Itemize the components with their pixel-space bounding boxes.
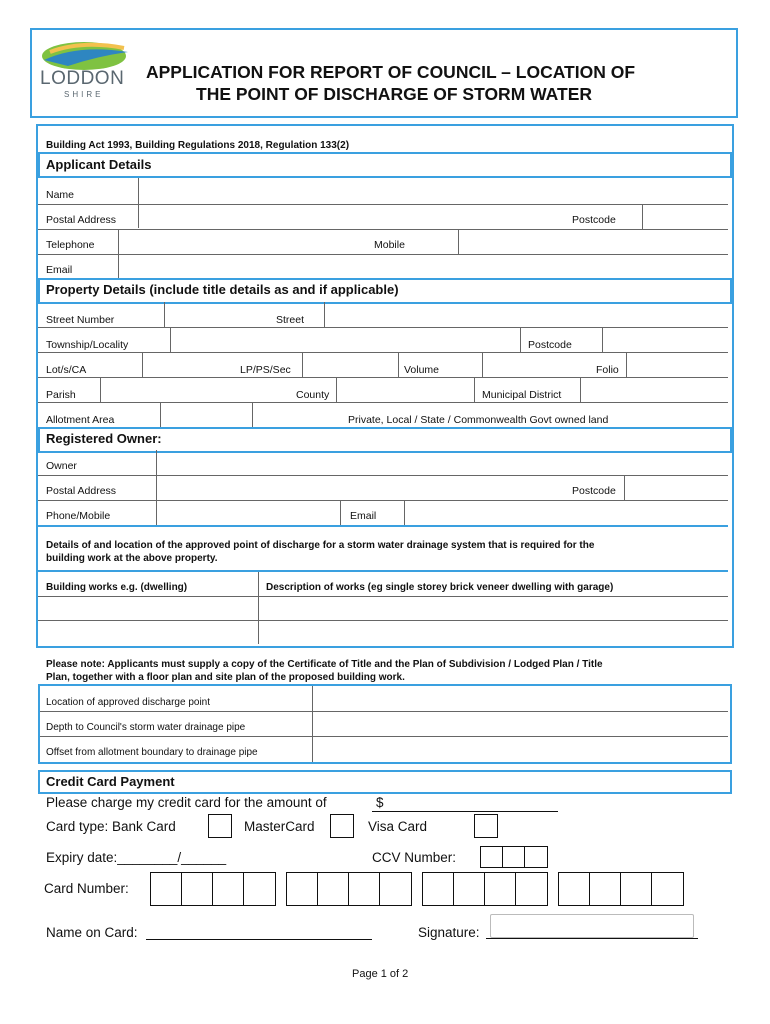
property-postcode-field[interactable] bbox=[604, 328, 728, 352]
description-row2[interactable] bbox=[260, 621, 728, 643]
offset-field[interactable] bbox=[314, 737, 728, 761]
land-ownership-label: Private, Local / State / Commonwealth Govt owned land bbox=[348, 414, 609, 426]
owner-field[interactable] bbox=[158, 451, 728, 475]
postcode-label: Postcode bbox=[572, 214, 616, 226]
credit-card-title: Credit Card Payment bbox=[46, 774, 175, 789]
mobile-field[interactable] bbox=[460, 230, 728, 254]
lots-label: Lot/s/CA bbox=[46, 364, 87, 376]
folio-field[interactable] bbox=[628, 353, 728, 377]
township-field[interactable] bbox=[172, 328, 518, 352]
dollar-sign: $ bbox=[376, 795, 384, 810]
postal-address-label: Postal Address bbox=[46, 214, 117, 226]
owner-postal-label: Postal Address bbox=[46, 485, 117, 497]
street-number-field[interactable] bbox=[166, 303, 266, 327]
allotment-field[interactable] bbox=[162, 403, 250, 427]
postcode-field[interactable] bbox=[644, 205, 728, 229]
description-row1[interactable] bbox=[260, 597, 728, 619]
expiry-label: Expiry date:________/______ bbox=[46, 850, 227, 865]
description-works-header: Description of works (eg single storey brick veneer dwelling with garage) bbox=[266, 582, 614, 593]
building-works-row1[interactable] bbox=[40, 597, 256, 619]
depth-field[interactable] bbox=[314, 712, 728, 736]
owner-email-label: Email bbox=[350, 510, 377, 522]
lpps-field[interactable] bbox=[304, 353, 398, 377]
volume-label: Volume bbox=[404, 364, 440, 376]
name-field[interactable] bbox=[140, 178, 728, 202]
mastercard-checkbox[interactable] bbox=[330, 814, 354, 838]
owner-label: Owner bbox=[46, 460, 77, 472]
lots-field[interactable] bbox=[144, 353, 234, 377]
street-number-label: Street Number bbox=[46, 314, 115, 326]
county-field[interactable] bbox=[338, 378, 472, 402]
lpps-label: LP/PS/Sec bbox=[240, 364, 291, 376]
card-type-label: Card type: Bank Card bbox=[46, 819, 176, 834]
act-reference: Building Act 1993, Building Regulations 2018, Regulation 133(2) bbox=[46, 140, 350, 151]
owner-email-field[interactable] bbox=[406, 501, 728, 525]
street-field[interactable] bbox=[326, 303, 728, 327]
telephone-field[interactable] bbox=[120, 230, 360, 254]
parish-field[interactable] bbox=[102, 378, 292, 402]
ccv-field[interactable] bbox=[480, 846, 548, 868]
name-on-card-field[interactable] bbox=[146, 939, 372, 940]
signature-field[interactable] bbox=[490, 914, 694, 938]
owner-phone-field[interactable] bbox=[158, 501, 338, 525]
property-details-title: Property Details (include title details as and if applicable) bbox=[46, 282, 399, 297]
registered-owner-title: Registered Owner: bbox=[46, 431, 162, 446]
charge-label: Please charge my credit card for the amount of bbox=[46, 795, 327, 810]
amount-field[interactable] bbox=[372, 811, 558, 812]
note-line1: Please note: Applicants must supply a copy of the Certificate of Title and the Plan of Subdivision / Lodged Plan / Title bbox=[46, 659, 603, 670]
card-number-group4[interactable] bbox=[558, 872, 684, 906]
logo-subtext: SHIRE bbox=[64, 90, 104, 99]
details-text-line1: Details of and location of the approved point of discharge for a storm water drainage system that is required for the bbox=[46, 540, 595, 551]
page-title-line1: APPLICATION FOR REPORT OF COUNCIL – LOCATION OF bbox=[146, 62, 636, 82]
card-number-label: Card Number: bbox=[44, 881, 129, 896]
card-number-group2[interactable] bbox=[286, 872, 412, 906]
email-field[interactable] bbox=[120, 255, 728, 279]
ccv-label: CCV Number: bbox=[372, 850, 457, 865]
visa-checkbox[interactable] bbox=[474, 814, 498, 838]
bank-card-checkbox[interactable] bbox=[208, 814, 232, 838]
visa-label: Visa Card bbox=[368, 819, 428, 834]
owner-postal-field[interactable] bbox=[158, 476, 562, 500]
mastercard-label: MasterCard bbox=[244, 819, 315, 834]
mobile-label: Mobile bbox=[374, 239, 405, 251]
county-label: County bbox=[296, 389, 330, 401]
details-text-line2: building work at the above property. bbox=[46, 553, 218, 564]
applicant-details-title: Applicant Details bbox=[46, 157, 152, 172]
signature-label: Signature: bbox=[418, 925, 480, 940]
card-number-group3[interactable] bbox=[422, 872, 548, 906]
location-label: Location of approved discharge point bbox=[46, 697, 211, 708]
logo-text: LODDON bbox=[40, 68, 125, 89]
street-label: Street bbox=[276, 314, 305, 326]
township-label: Township/Locality bbox=[46, 339, 129, 351]
owner-postcode-label: Postcode bbox=[572, 485, 616, 497]
depth-label: Depth to Council's storm water drainage pipe bbox=[46, 722, 246, 733]
property-postcode-label: Postcode bbox=[528, 339, 572, 351]
card-number-group1[interactable] bbox=[150, 872, 276, 906]
page-title-line2: THE POINT OF DISCHARGE OF STORM WATER bbox=[196, 84, 593, 104]
name-label: Name bbox=[46, 189, 75, 201]
note-line2: Plan, together with a floor plan and site plan of the proposed building work. bbox=[46, 672, 405, 683]
folio-label: Folio bbox=[596, 364, 619, 376]
postal-address-field[interactable] bbox=[140, 205, 560, 229]
municipal-label: Municipal District bbox=[482, 389, 562, 401]
owner-postcode-field[interactable] bbox=[626, 476, 728, 500]
email-label: Email bbox=[46, 264, 73, 276]
offset-label: Offset from allotment boundary to drainage pipe bbox=[46, 747, 258, 758]
building-works-header: Building works e.g. (dwelling) bbox=[46, 582, 188, 593]
page-number: Page 1 of 2 bbox=[352, 968, 409, 980]
owner-phone-label: Phone/Mobile bbox=[46, 510, 111, 522]
loddon-logo bbox=[38, 38, 134, 104]
volume-field[interactable] bbox=[484, 353, 592, 377]
location-field[interactable] bbox=[314, 686, 728, 710]
building-works-row2[interactable] bbox=[40, 621, 256, 643]
allotment-label: Allotment Area bbox=[46, 414, 115, 426]
municipal-field[interactable] bbox=[582, 378, 728, 402]
name-on-card-label: Name on Card: bbox=[46, 925, 138, 940]
telephone-label: Telephone bbox=[46, 239, 95, 251]
parish-label: Parish bbox=[46, 389, 76, 401]
